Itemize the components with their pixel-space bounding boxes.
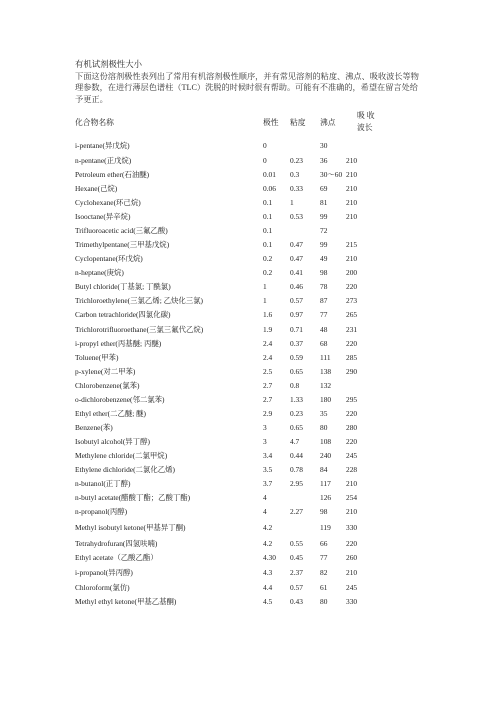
row-polarity: 1.6 [263,310,273,319]
row-name: Methyl isobutyl ketone(甲基异丁酮) [75,523,186,532]
row-viscosity: 0.59 [290,353,303,362]
row-viscosity: 1.33 [290,395,303,404]
row-polarity: 0.1 [263,212,273,221]
header-name: 化合物名称 [75,118,114,127]
row-polarity: 0.1 [263,226,273,235]
row-uv-cutoff: 254 [346,493,358,502]
row-name: Benzene(苯) [75,423,113,432]
row-boiling-point: 30 [320,141,328,150]
row-name: p-xylene(对二甲苯) [75,367,136,376]
row-uv-cutoff: 210 [346,212,358,221]
row-boiling-point: 80 [320,423,328,432]
row-polarity: 4.4 [263,583,273,592]
row-uv-cutoff: 260 [346,553,358,562]
row-boiling-point: 98 [320,268,328,277]
row-name: n-butyl acetate(醋酸丁酯；乙酸丁酯) [75,493,191,502]
row-uv-cutoff: 295 [346,395,358,404]
row-polarity: 4.30 [263,553,276,562]
row-polarity: 3.5 [263,465,273,474]
header-uv-cutoff: 吸 收 波长 [357,111,375,132]
row-name: Methyl ethyl ketone(甲基乙基酮) [75,597,177,606]
row-uv-cutoff: 210 [346,568,358,577]
row-boiling-point: 77 [320,310,328,319]
row-uv-cutoff: 280 [346,423,358,432]
header-viscosity: 粘度 [290,118,306,127]
row-polarity: 2.5 [263,367,273,376]
row-viscosity: 0.23 [290,156,303,165]
row-viscosity: 0.8 [290,381,300,390]
row-polarity: 4.3 [263,568,273,577]
row-name: Butyl chloride(丁基氯; 丁酰氯) [75,282,171,291]
row-name: n-pentane(正戊烷) [75,156,132,165]
row-boiling-point: 77 [320,553,328,562]
row-name: Hexane(己烷) [75,184,118,193]
row-uv-cutoff: 220 [346,437,358,446]
row-name: Petroleum ether(石油醚) [75,170,150,179]
row-name: Trifluoroacetic acid(三氟乙酸) [75,226,168,235]
document-title: 有机试剂极性大小 [75,60,142,69]
row-viscosity: 0.65 [290,423,303,432]
row-viscosity: 0.53 [290,212,303,221]
row-name: Ethylene dichloride(二氯化乙烯) [75,465,175,474]
row-boiling-point: 48 [320,325,328,334]
row-uv-cutoff: 285 [346,353,358,362]
row-viscosity: 0.44 [290,451,303,460]
row-polarity: 3 [263,423,267,432]
row-name: Chlorobenzene(氯苯) [75,381,140,390]
row-boiling-point: 111 [320,353,331,362]
row-uv-cutoff: 200 [346,268,358,277]
row-viscosity: 0.55 [290,539,303,548]
row-name: n-propanol(丙醇) [75,507,128,516]
row-boiling-point: 69 [320,184,328,193]
row-boiling-point: 84 [320,465,328,474]
row-polarity: 0.1 [263,198,273,207]
row-uv-cutoff: 210 [346,184,358,193]
row-viscosity: 4.7 [290,437,300,446]
row-viscosity: 0.97 [290,310,303,319]
row-boiling-point: 138 [320,367,332,376]
row-name: n-butanol(正丁醇) [75,479,131,488]
row-polarity: 4.2 [263,539,273,548]
row-uv-cutoff: 265 [346,310,358,319]
row-boiling-point: 132 [320,381,332,390]
row-viscosity: 0.33 [290,184,303,193]
row-uv-cutoff: 210 [346,156,358,165]
row-boiling-point: 30～60 [320,170,343,179]
row-name: Trichloroethylene(三氯乙烯; 乙炔化三氯) [75,296,204,305]
row-name: i-pentane(异戊烷) [75,141,130,150]
header-boiling-point: 沸点 [320,118,336,127]
row-uv-cutoff: 215 [346,240,358,249]
row-viscosity: 0.46 [290,282,303,291]
row-boiling-point: 66 [320,539,328,548]
row-uv-cutoff: 220 [346,282,358,291]
row-polarity: 0.01 [263,170,276,179]
row-boiling-point: 98 [320,507,328,516]
row-polarity: 0 [263,141,267,150]
row-polarity: 0.2 [263,268,273,277]
row-polarity: 1.9 [263,325,273,334]
row-uv-cutoff: 210 [346,479,358,488]
header-polarity: 极性 [263,118,279,127]
row-polarity: 0.1 [263,240,273,249]
row-boiling-point: 82 [320,568,328,577]
row-viscosity: 0.65 [290,367,303,376]
row-viscosity: 2.27 [290,507,303,516]
row-name: Isobutyl alcohol(异丁醇) [75,437,150,446]
row-boiling-point: 68 [320,339,328,348]
row-uv-cutoff: 220 [346,539,358,548]
row-uv-cutoff: 210 [346,507,358,516]
row-viscosity: 2.95 [290,479,303,488]
row-uv-cutoff: 273 [346,296,358,305]
row-name: Cyclohexane(环己烷) [75,198,141,207]
row-viscosity: 2.37 [290,568,303,577]
row-boiling-point: 81 [320,198,328,207]
row-polarity: 0.2 [263,254,273,263]
row-uv-cutoff: 330 [346,523,358,532]
row-boiling-point: 180 [320,395,332,404]
row-uv-cutoff: 220 [346,409,358,418]
row-boiling-point: 72 [320,226,328,235]
row-viscosity: 0.37 [290,339,303,348]
row-polarity: 4.2 [263,523,273,532]
row-boiling-point: 240 [320,451,332,460]
row-boiling-point: 80 [320,597,328,606]
row-viscosity: 0.71 [290,325,303,334]
row-boiling-point: 119 [320,523,331,532]
row-name: Toluene(甲苯) [75,353,119,362]
row-boiling-point: 49 [320,254,328,263]
row-boiling-point: 99 [320,212,328,221]
row-polarity: 3.4 [263,451,273,460]
row-name: Carbon tetrachloride(四氯化碳) [75,310,171,319]
row-viscosity: 0.23 [290,409,303,418]
row-name: Methylene chloride(二氯甲烷) [75,451,168,460]
row-polarity: 3.7 [263,479,273,488]
row-uv-cutoff: 290 [346,367,358,376]
row-name: Trichlorotrifluoroethane(三氯三氟代乙烷) [75,325,204,334]
row-polarity: 1 [263,296,267,305]
row-polarity: 0 [263,156,267,165]
row-uv-cutoff: 210 [346,170,358,179]
row-boiling-point: 61 [320,583,328,592]
row-viscosity: 0.47 [290,240,303,249]
row-name: Trimethylpentane(三甲基戊烷) [75,240,170,249]
row-uv-cutoff: 231 [346,325,358,334]
row-polarity: 2.7 [263,381,273,390]
row-polarity: 0.06 [263,184,276,193]
row-name: Ethyl ether(二乙醚; 醚) [75,409,147,418]
row-polarity: 1 [263,282,267,291]
row-name: Ethyl acetate（乙酸乙酯） [75,553,158,562]
row-boiling-point: 36 [320,156,328,165]
row-name: i-propyl ether(丙基醚; 丙醚) [75,339,162,348]
row-boiling-point: 78 [320,282,328,291]
row-name: Cyclopentane(环戊烷) [75,254,143,263]
row-uv-cutoff: 210 [346,254,358,263]
row-uv-cutoff: 245 [346,583,358,592]
row-boiling-point: 108 [320,437,332,446]
row-viscosity: 0.78 [290,465,303,474]
row-boiling-point: 35 [320,409,328,418]
row-name: Tetrahydrofuran(四氢呋喃) [75,539,158,548]
row-uv-cutoff: 220 [346,339,358,348]
row-polarity: 4.5 [263,597,273,606]
row-viscosity: 0.41 [290,268,303,277]
row-uv-cutoff: 210 [346,198,358,207]
intro-paragraph: 下面这份溶剂极性表列出了常用有机溶剂极性顺序，并有常见溶剂的粘度、沸点、吸收波长等物理参数，在进行薄层色谱柱（TLC）洗脱的时候时很有帮助。可能有不准确的，希望在留言处给予更正。 [75,72,419,104]
row-polarity: 2.7 [263,395,273,404]
row-boiling-point: 126 [320,493,332,502]
row-polarity: 3 [263,437,267,446]
row-uv-cutoff: 245 [346,451,358,460]
row-name: Chloroform(氯仿) [75,583,130,592]
row-boiling-point: 99 [320,240,328,249]
row-polarity: 4 [263,507,267,516]
row-uv-cutoff: 330 [346,597,358,606]
row-polarity: 2.4 [263,353,273,362]
row-viscosity: 0.3 [290,170,300,179]
row-boiling-point: 87 [320,296,328,305]
row-name: o-dichlorobenzene(邻二氯苯) [75,395,165,404]
row-polarity: 2.4 [263,339,273,348]
row-viscosity: 0.57 [290,296,303,305]
row-viscosity: 0.45 [290,553,303,562]
row-viscosity: 0.43 [290,597,303,606]
row-name: i-propanol(异丙醇) [75,568,133,577]
row-uv-cutoff: 228 [346,465,358,474]
row-viscosity: 1 [290,198,294,207]
row-polarity: 4 [263,493,267,502]
row-boiling-point: 117 [320,479,331,488]
row-name: n-heptane(庚烷) [75,268,124,277]
row-viscosity: 0.47 [290,254,303,263]
row-polarity: 2.9 [263,409,273,418]
row-name: Isooctane(异辛烷) [75,212,131,221]
row-viscosity: 0.57 [290,583,303,592]
